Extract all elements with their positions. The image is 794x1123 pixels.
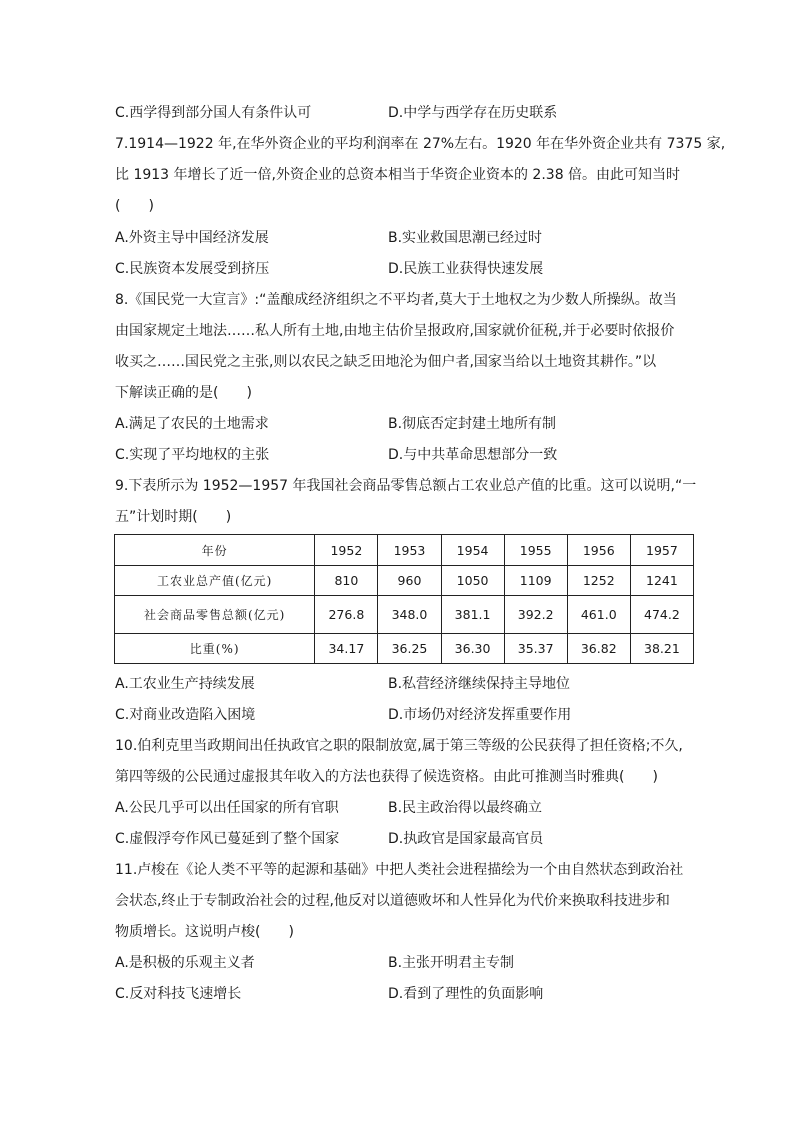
table-year-cell: 1957 bbox=[630, 535, 693, 566]
table-cell: 36.25 bbox=[378, 634, 441, 664]
table-row bbox=[115, 596, 694, 634]
table-cell: 36.30 bbox=[441, 634, 504, 664]
table-cell: 960 bbox=[378, 566, 441, 596]
q10-option-c: C.虚假浮夸作风已蔓延到了整个国家 bbox=[115, 831, 340, 847]
table-header-row bbox=[115, 535, 694, 566]
table-cell: 474.2 bbox=[630, 596, 693, 634]
table-row bbox=[115, 634, 694, 664]
table-year-cell: 1954 bbox=[441, 535, 504, 566]
table-year-cell: 1956 bbox=[567, 535, 630, 566]
q10-option-d: D.执政官是国家最高官员 bbox=[388, 831, 544, 847]
q8-stem-line-4: 下解读正确的是( ) bbox=[115, 385, 252, 401]
table-cell: 1241 bbox=[630, 566, 693, 596]
table-row-label: 社会商品零售总额(亿元) bbox=[115, 596, 315, 634]
table-cell: 392.2 bbox=[504, 596, 567, 634]
q9-stem-line-1: 9.下表所示为 1952—1957 年我国社会商品零售总额占工农业总产值的比重。这可以说明,“一 bbox=[115, 478, 697, 494]
q9-data-table bbox=[114, 534, 694, 664]
q7-stem-line-1: 7.1914—1922 年,在华外资企业的平均利润率在 27%左右。1920 年在华外资企业共有 7375 家, bbox=[115, 136, 726, 152]
q8-stem-line-3: 收买之……国民党之主张,则以农民之缺乏田地沦为佃户者,国家当给以土地资其耕作。”以 bbox=[115, 354, 657, 370]
table-cell: 34.17 bbox=[315, 634, 378, 664]
q11-option-a: A.是积极的乐观主义者 bbox=[115, 955, 255, 971]
table-year-cell: 1952 bbox=[315, 535, 378, 566]
q11-option-b: B.主张开明君主专制 bbox=[388, 955, 515, 971]
table-cell: 381.1 bbox=[441, 596, 504, 634]
table-row-label: 比重(%) bbox=[115, 634, 315, 664]
q10-stem-line-2: 第四等级的公民通过虚报其年收入的方法也获得了候选资格。由此可推测当时雅典( ) bbox=[115, 769, 658, 785]
table-cell: 36.82 bbox=[567, 634, 630, 664]
q10-option-a: A.公民几乎可以出任国家的所有官职 bbox=[115, 800, 339, 816]
table-cell: 1050 bbox=[441, 566, 504, 596]
q8-stem-line-1: 8.《国民党一大宣言》:“盖酿成经济组织之不平均者,莫大于土地权之为少数人所操纵。故当 bbox=[115, 292, 677, 308]
q6-option-c: C.西学得到部分国人有条件认可 bbox=[115, 105, 312, 121]
q8-option-a: A.满足了农民的土地需求 bbox=[115, 416, 269, 432]
q11-stem-line-3: 物质增长。这说明卢梭( ) bbox=[115, 924, 294, 940]
table-cell: 276.8 bbox=[315, 596, 378, 634]
table-header-label: 年份 bbox=[115, 535, 315, 566]
q7-option-a: A.外资主导中国经济发展 bbox=[115, 230, 269, 246]
q9-option-b: B.私营经济继续保持主导地位 bbox=[388, 676, 571, 692]
q7-option-c: C.民族资本发展受到挤压 bbox=[115, 261, 270, 277]
table-cell: 35.37 bbox=[504, 634, 567, 664]
table-cell: 810 bbox=[315, 566, 378, 596]
q8-option-b: B.彻底否定封建土地所有制 bbox=[388, 416, 557, 432]
table-cell: 1109 bbox=[504, 566, 567, 596]
table-cell: 461.0 bbox=[567, 596, 630, 634]
q11-stem-line-2: 会状态,终止于专制政治社会的过程,他反对以道德败坏和人性异化为代价来换取科技进步和 bbox=[115, 893, 670, 909]
q8-option-d: D.与中共革命思想部分一致 bbox=[388, 447, 558, 463]
q9-option-d: D.市场仍对经济发挥重要作用 bbox=[388, 707, 572, 723]
q11-stem-line-1: 11.卢梭在《论人类不平等的起源和基础》中把人类社会进程描绘为一个由自然状态到政治社 bbox=[115, 862, 684, 878]
table-row-label: 工农业总产值(亿元) bbox=[115, 566, 315, 596]
q7-answer-bracket: ( ) bbox=[115, 198, 154, 214]
q9-option-a: A.工农业生产持续发展 bbox=[115, 676, 255, 692]
table-cell: 38.21 bbox=[630, 634, 693, 664]
q8-option-c: C.实现了平均地权的主张 bbox=[115, 447, 270, 463]
table-year-cell: 1953 bbox=[378, 535, 441, 566]
table-year-cell: 1955 bbox=[504, 535, 567, 566]
q9-stem-line-2: 五”计划时期( ) bbox=[115, 509, 232, 525]
table-cell: 1252 bbox=[567, 566, 630, 596]
q7-option-b: B.实业救国思潮已经过时 bbox=[388, 230, 543, 246]
q10-stem-line-1: 10.伯利克里当政期间出任执政官之职的限制放宽,属于第三等级的公民获得了担任资格;不久, bbox=[115, 738, 683, 754]
q11-option-c: C.反对科技飞速增长 bbox=[115, 986, 242, 1002]
q10-option-b: B.民主政治得以最终确立 bbox=[388, 800, 543, 816]
table-cell: 348.0 bbox=[378, 596, 441, 634]
q9-option-c: C.对商业改造陷入困境 bbox=[115, 707, 256, 723]
table-row bbox=[115, 566, 694, 596]
q8-stem-line-2: 由国家规定土地法……私人所有土地,由地主估价呈报政府,国家就价征税,并于必要时依报价 bbox=[115, 323, 675, 339]
q6-option-d: D.中学与西学存在历史联系 bbox=[388, 105, 558, 121]
q7-stem-line-2: 比 1913 年增长了近一倍,外资企业的总资本相当于华资企业资本的 2.38 倍。由此可知当时 bbox=[115, 167, 681, 183]
q7-option-d: D.民族工业获得快速发展 bbox=[388, 261, 544, 277]
q11-option-d: D.看到了理性的负面影响 bbox=[388, 986, 544, 1002]
